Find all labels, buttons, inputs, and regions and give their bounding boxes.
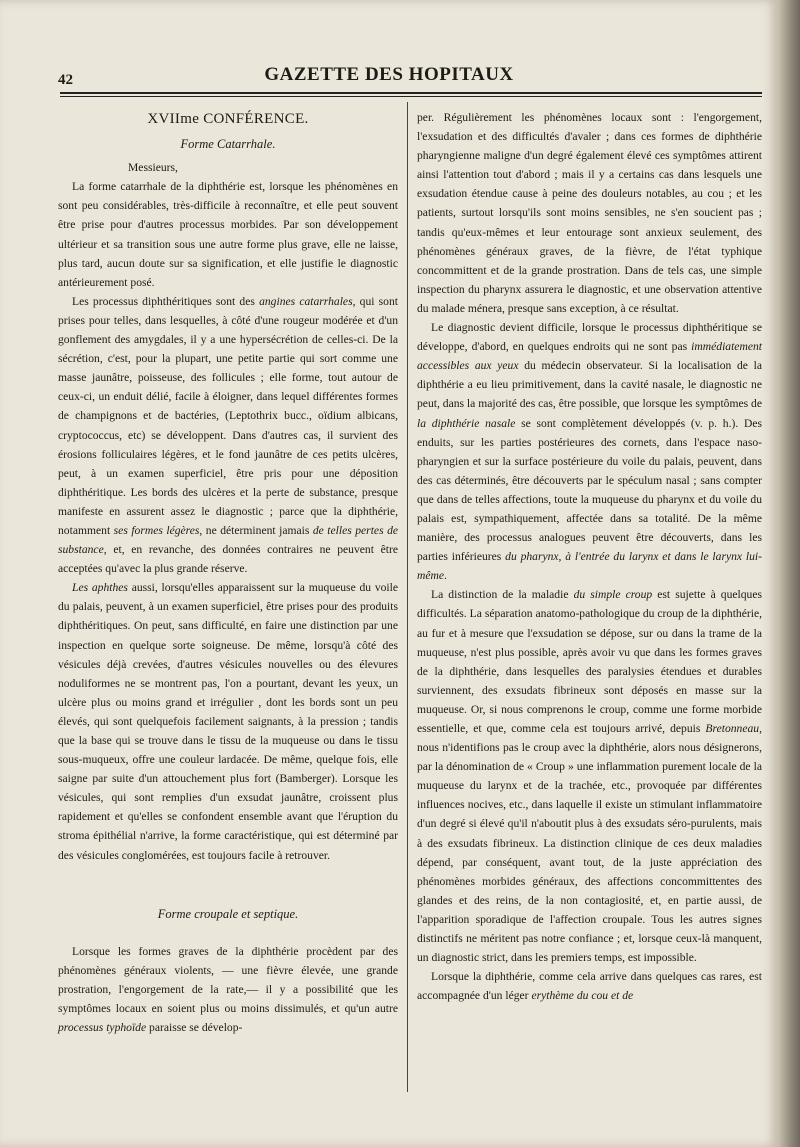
paragraph: Les processus diphthéritiques sont des angines catarrhales, qui sont prises pour telles, dans lesquelles, à côté d'une rougeur modérée et d'un gonflement des amygdales, il y a une hypersécrétion de celles-ci. De la sécrétion, c'est, pour la plupart, une petite partie qui sort comme une masse jaunâtre, poisseuse, des follicules ; elle forme, tout autour de ceux-ci, un enduit délié, facile à éloigner, dans lequel différentes formes de champignons et de bactéries, (Leptothrix bucc., oïdium albicans, cryptococcus, etc) se développent. Dans d'autres cas, il survient des érosions folliculaires légères, et le fond jaunâtre de ces petits ulcères, peut, à un examen superficiel, être pris pour une déposition diphthéritique. Les bords des ulcères et la perte de substance, presque manifeste en assurent assez le diagnostic ; parce que la diphthérie, notamment ses formes légères, ne déterminent jamais de telles pertes de substance, et, en revanche, des données contraires ne peuvent être acceptées qu'avec la plus grande réserve. [58,294,399,576]
masthead-title: GAZETTE DES HOPITAUX [264,64,514,85]
paragraph: La forme catarrhale de la diphthérie est, lorsque les phénomènes en sont peu considérables, très-difficile à reconnaître, et elle peut souvent être prise pour d'autres processus morbides. Par son développement ultérieur et sa transition sous une autre forme plus grave, elle ne laisse, plus tard, aucun doute sur sa signification, et elle justifie le diagnostic antérieurement posé. [58,180,398,289]
conference-heading: XVIIme CONFÉRENCE. [147,111,309,127]
italic-phrase: erythème du cou et de [531,989,634,1003]
binding-edge [778,0,800,1147]
header-rule-thin [60,96,762,97]
section-subheading: Forme croupale et septique. [157,906,299,921]
italic-phrase: Bretonneau [705,722,760,735]
paragraph: Lorsque la diphthérie, comme cela arrive dans quelques cas rares, est accompagnée d'un léger erythème du cou et de [417,970,762,1003]
right-column [417,108,762,1005]
italic-phrase: du simple croup [573,588,653,602]
column-divider [407,102,408,1092]
italic-phrase: ses formes légères [113,523,200,537]
paragraph: Les aphthes aussi, lorsqu'elles apparaissent sur la muqueuse du voile du palais, peuvent, à un examen superficiel, être prises pour des produits diphthéritiques. On peut, sans difficulté, en faire une distinction par une inspection en quelque sorte soigneuse. De même, lorsqu'à côté des vésicules déjà crevées, d'autres vésicules nouvelles ou des élevures noduliformes ne se montrent pas, l'on a pourtant, devant les yeux, un ulcère plus ou moins grand et irrégulier , dont les bords sont un peu élevés, qui sont quelquefois facilement saignants, à la pression ; tandis que la base qui se trouve dans le tissu de la muqueuse ou dans le tissu sous-muqueux, offre une couleur lardacée. De même, quelque fois, elle saigne par suite d'un attouchement plus fort (Bamberger). Lorsque les vésicules, qui sont remplies d'un exsudat jaunâtre, croissent plus rapidement et qu'elles se confondent ensemble avant que l'éruption du stroma épithélial n'arrive, la forme caractéristique, qui est déterminé par des vésicules conglomérées, est toujours facile à retrouver. [58,581,398,862]
italic-phrase: du pharynx, à l'entrée du larynx et dans le larynx lui-même [417,550,762,583]
paragraph: La distinction de la maladie du simple croup est sujette à quelques difficultés. La séparation anatomo-pathologique du croup de la diphthérie, au fur et à mesure que l'exsudation se dépose, sur ou dans la trame de la muqueuse, n'est plus possible, après avoir vu que dans les formes graves de la diphthérie, dans lesquelles des paralysies étendues et durables surviennent, des exsudats fibrineux sont déposés en masse sur la muqueuse. Or, si nous comprenons le croup, comme une forme morbide essentielle, et que, comme cela est toujours arrivé, depuis Bretonneau, nous n'identifions pas le croup avec la diphthérie, alors nous désignerons, par la dénomination de « Croup » une inflammation purement locale de la muqueuse du larynx et de la trachée, etc., provoquée par différentes influences nocives, etc., dans laquelle il existe un stimulant inflammatoire d'un degré si élevé qu'il n'aboutit plus à des exsudats séro-purulents, mais à des exsudats fibrineux. La distinction clinique de ces deux maladies dépend, par conséquent, avant tout, de la juste appréciation des phénomènes morbides généraux, des affections concommittentes des glandes et des reins, de la non contagiosité, et, en partie aussi, de l'apparition sporadique de l'affection croupale. Tous les autres signes distinctifs ne méritent pas notre confiance ; et, lorsque ceux-là manquent, un diagnostic strict, dans les premiers temps, est impossible. [417,588,762,965]
italic-phrase: Les aphthes [72,581,128,595]
italic-phrase: immédiatement accessibles aux yeux [417,340,762,373]
salutation: Messieurs, [128,161,178,175]
page-number: 42 [58,72,73,88]
left-column [58,108,398,1037]
paragraph: per. Régulièrement les phénomènes locaux sont : l'engorgement, l'exsudation et des difficultés d'avaler ; dans ces formes de diphthérie pharyngienne maligne d'un degré également élevé ces symptômes attirent ainsi l'attention tout d'abord ; mais il y a certains cas dans lesquels une exsudation étendue cause à peine des douleurs notables, au cou ; et les patients, surtout lorsqu'ils sont moins sensibles, ne s'en soucient pas ; tandis qu'eux-mêmes et leur entourage sont anxieux seulement, des phénomènes généraux graves, de la fièvre, de l'état typhique concommittent et de la grande prostration. Dans de tels cas, une simple inspection du pharynx assurera le diagnostic, et une observation attentive du malade ménera, presque sans exception, à ce résultat. [417,111,762,315]
section-subheading: Forme Catarrhale. [180,137,276,152]
italic-phrase: la diphthérie nasale [417,416,516,430]
italic-phrase: angines catarrhales [259,294,353,308]
header-rule-thick [60,92,762,94]
italic-phrase: processus typhoïde [58,1021,147,1035]
paragraph: Le diagnostic devient difficile, lorsque le processus diphthéritique se développe, d'abord, en quelques endroits qui ne sont pas immédiatement accessibles aux yeux du médecin observateur. Si la localisation de la diphthérie a eu lieu primitivement, dans la cavité nasale, le diagnostic ne peut, dans la majorité des cas, être possible, que lorsque les symptômes de la diphthérie nasale se sont complètement développés (v. p. h.). Des enduits, sur les parties postérieures des cornets, dans l'espace naso-pharyngien et sur la surface postérieure du voile du palais, peuvent, dans des cas déterminés, être découverts par le spéculum nasal ; sans compter que dans de telles affections, toute la muqueuse du pharynx et du voile du palais est, sympathiquement, affectée dans sa totalité. De la même manière, des processus analogues peuvent être découverts, dans les parties inférieures du pharynx, à l'entrée du larynx et dans le larynx lui-même. [417,321,763,583]
paragraph: Lorsque les formes graves de la diphthérie procèdent par des phénomènes généraux violents, — une fièvre élevée, une grande prostration, l'engorgement de la rate,— il y a possibilité que les symptômes locaux en soient plus ou moins dissimulés, et qu'un autre processus typhoïde paraisse se dévelop- [58,944,398,1035]
italic-phrase: de telles pertes de substance [58,523,399,557]
